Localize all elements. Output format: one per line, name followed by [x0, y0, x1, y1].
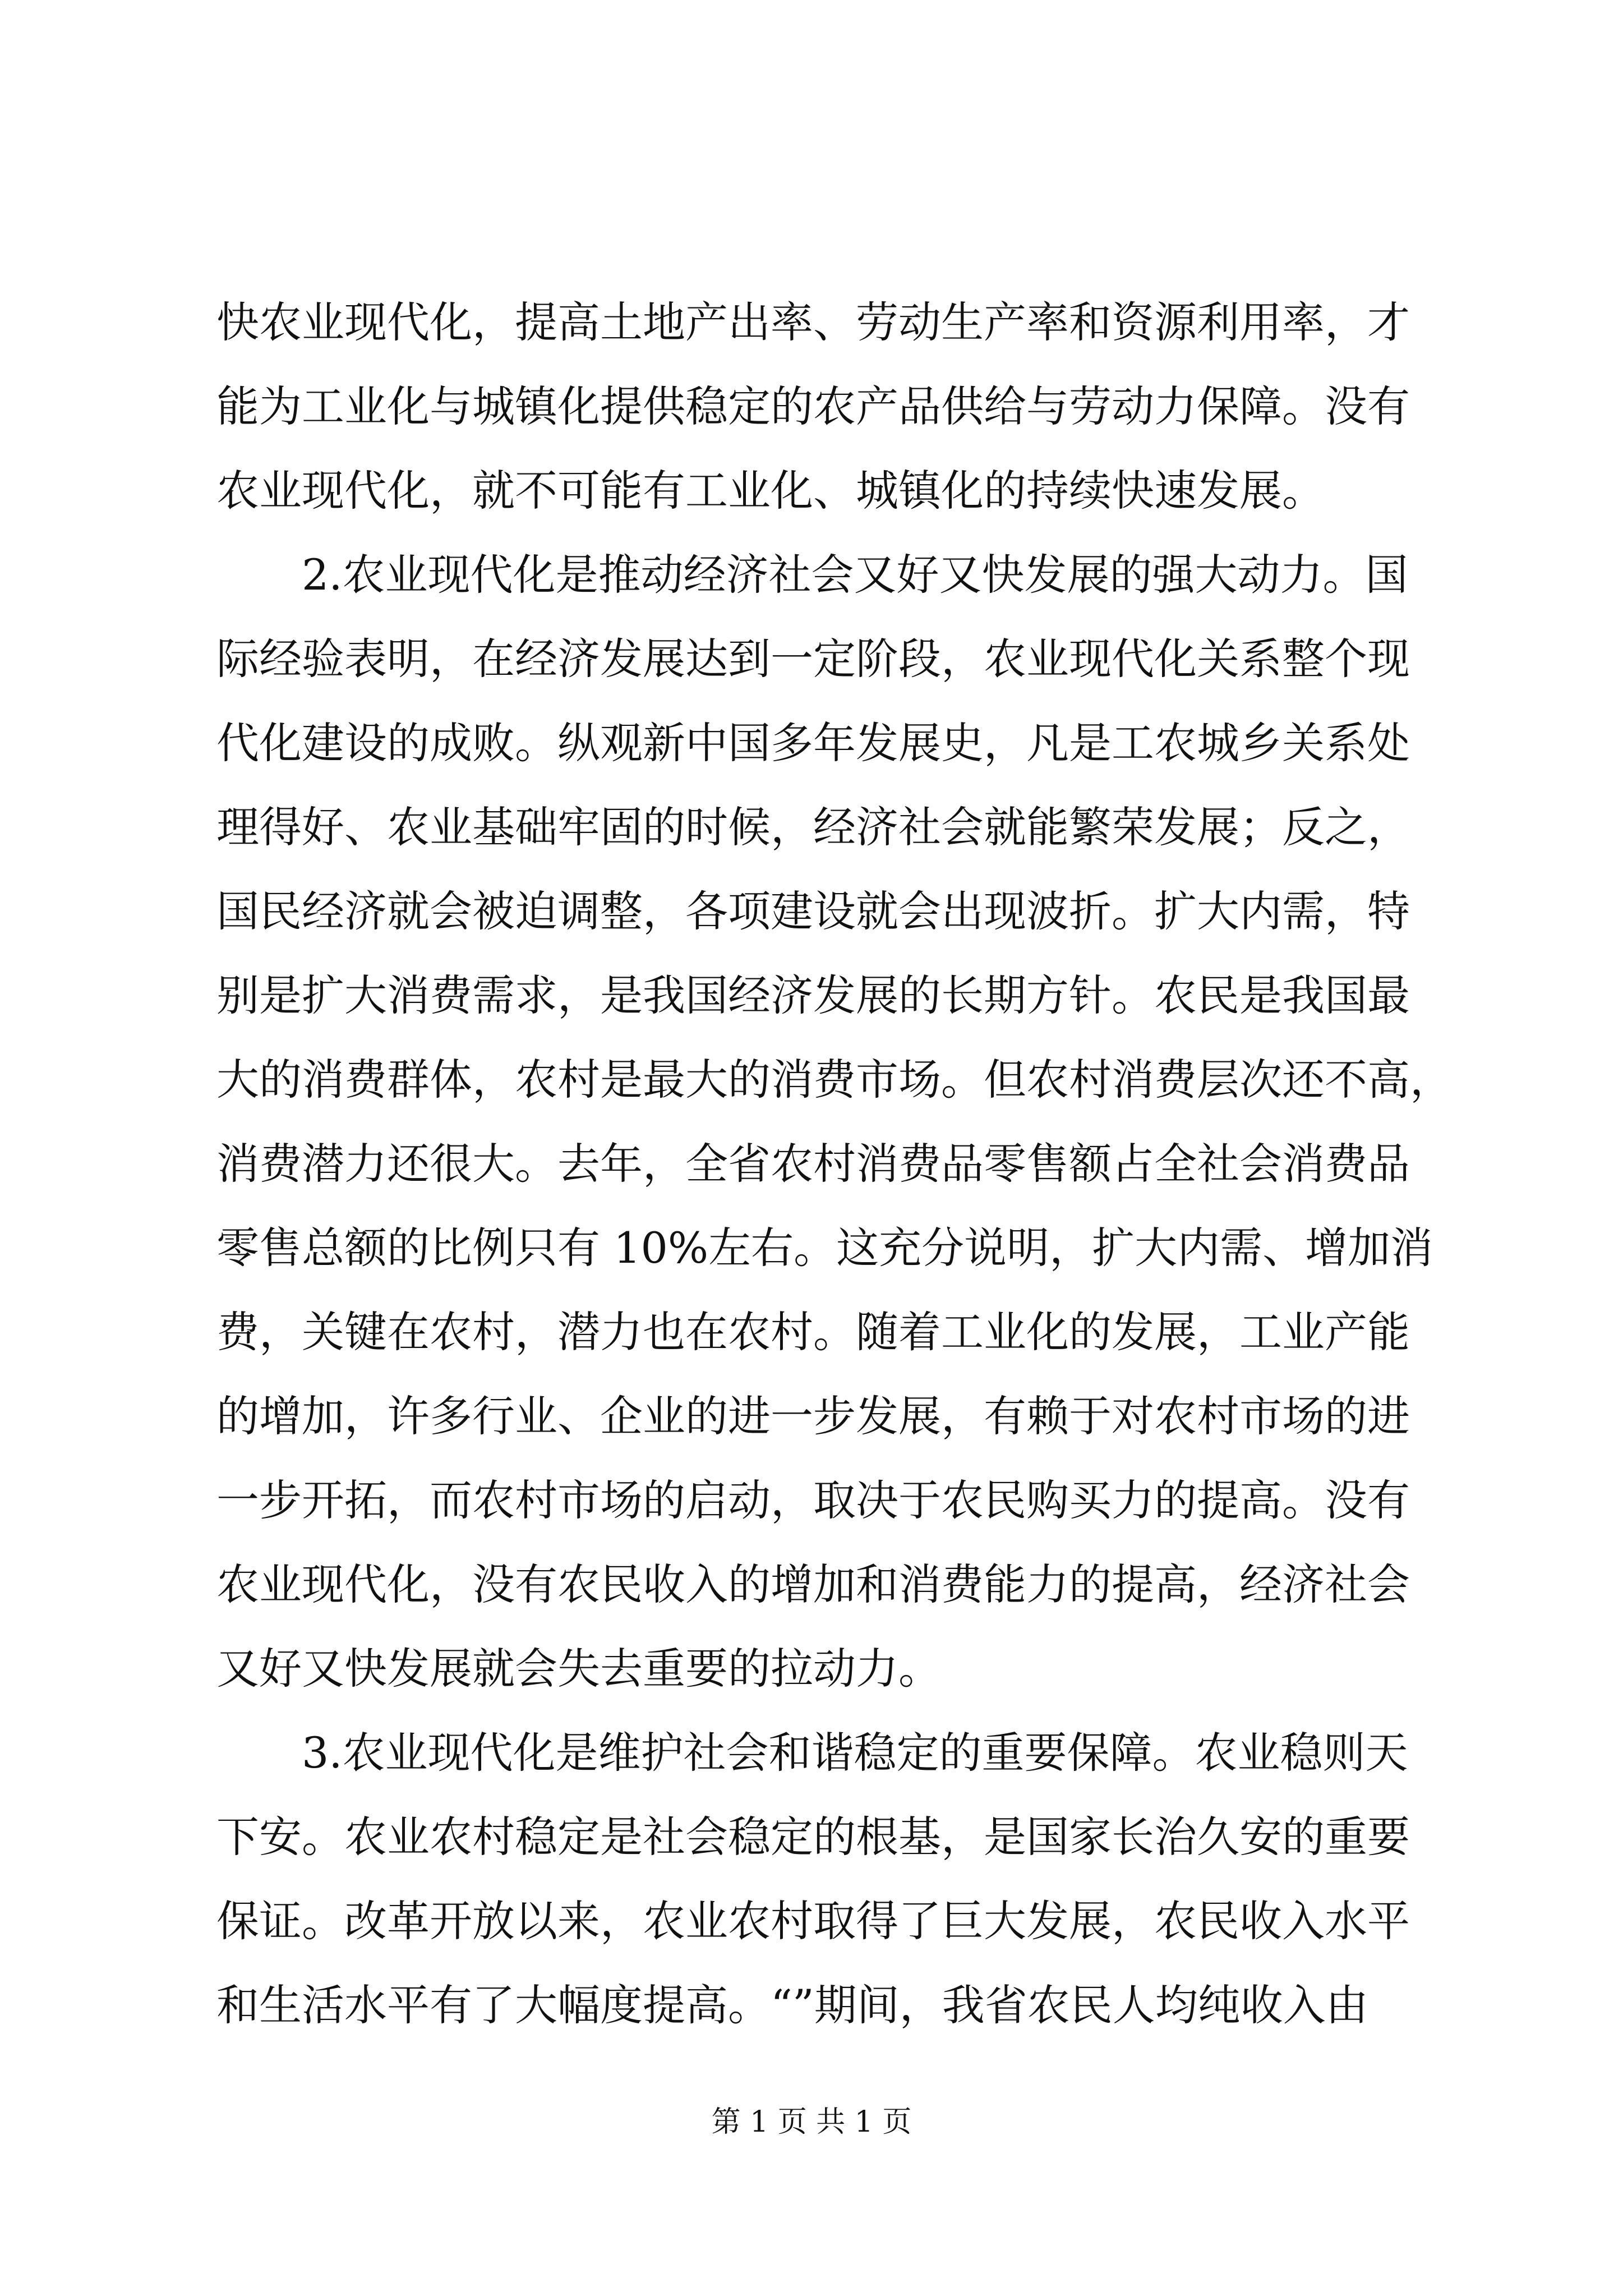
text-line: 保证。改革开放以来，农业农村取得了巨大发展，农民收入水平	[216, 1896, 1410, 1946]
text-line: 农业现代化，就不可能有工业化、城镇化的持续快速发展。	[216, 466, 1325, 516]
text-line: 快农业现代化，提高土地产出率、劳动生产率和资源利用率，才	[216, 297, 1410, 347]
text-line: 一步开拓，而农村市场的启动，取决于农民购买力的提高。没有	[216, 1475, 1410, 1525]
text-line: 的增加，许多行业、企业的进一步发展，有赖于对农村市场的进	[216, 1391, 1410, 1441]
page-footer: 第 1 页 共 1 页	[711, 2105, 912, 2139]
text-line: 消费潜力还很大。去年，全省农村消费品零售额占全社会消费品	[216, 1139, 1410, 1189]
text-line: 零售总额的比例只有 10%左右。这充分说明，扩大内需、增加消	[216, 1223, 1433, 1273]
text-line: 大的消费群体，农村是最大的消费市场。但农村消费层次还不高，	[216, 1055, 1453, 1105]
text-line: 能为工业化与城镇化提供稳定的农产品供给与劳动力保障。没有	[216, 381, 1410, 431]
text-line: 国民经济就会被迫调整，各项建设就会出现波折。扩大内需，特	[216, 886, 1410, 936]
body-text	[216, 280, 1453, 2047]
text-line: 又好又快发展就会失去重要的拉动力。	[216, 1644, 941, 1694]
text-line: 下安。农业农村稳定是社会稳定的根基，是国家长治久安的重要	[216, 1812, 1410, 1862]
text-line: 和生活水平有了大幅度提高。“”期间，我省农民人均纯收入由	[216, 1980, 1368, 2030]
text-line: 农业现代化，没有农民收入的增加和消费能力的提高，经济社会	[216, 1559, 1410, 1609]
paragraph-3-start: 3.农业现代化是维护社会和谐稳定的重要保障。农业稳则天	[302, 1728, 1408, 1778]
text-line: 别是扩大消费需求，是我国经济发展的长期方针。农民是我国最	[216, 970, 1410, 1020]
text-line: 际经验表明，在经济发展达到一定阶段，农业现代化关系整个现	[216, 634, 1410, 684]
text-line: 费，关键在农村，潜力也在农村。随着工业化的发展，工业产能	[216, 1307, 1410, 1357]
paragraph-2-start: 2.农业现代化是推动经济社会又好又快发展的强大动力。国	[302, 550, 1408, 600]
text-line: 理得好、农业基础牢固的时候，经济社会就能繁荣发展；反之，	[216, 802, 1410, 852]
text-line: 代化建设的成败。纵观新中国多年发展史，凡是工农城乡关系处	[216, 718, 1410, 768]
